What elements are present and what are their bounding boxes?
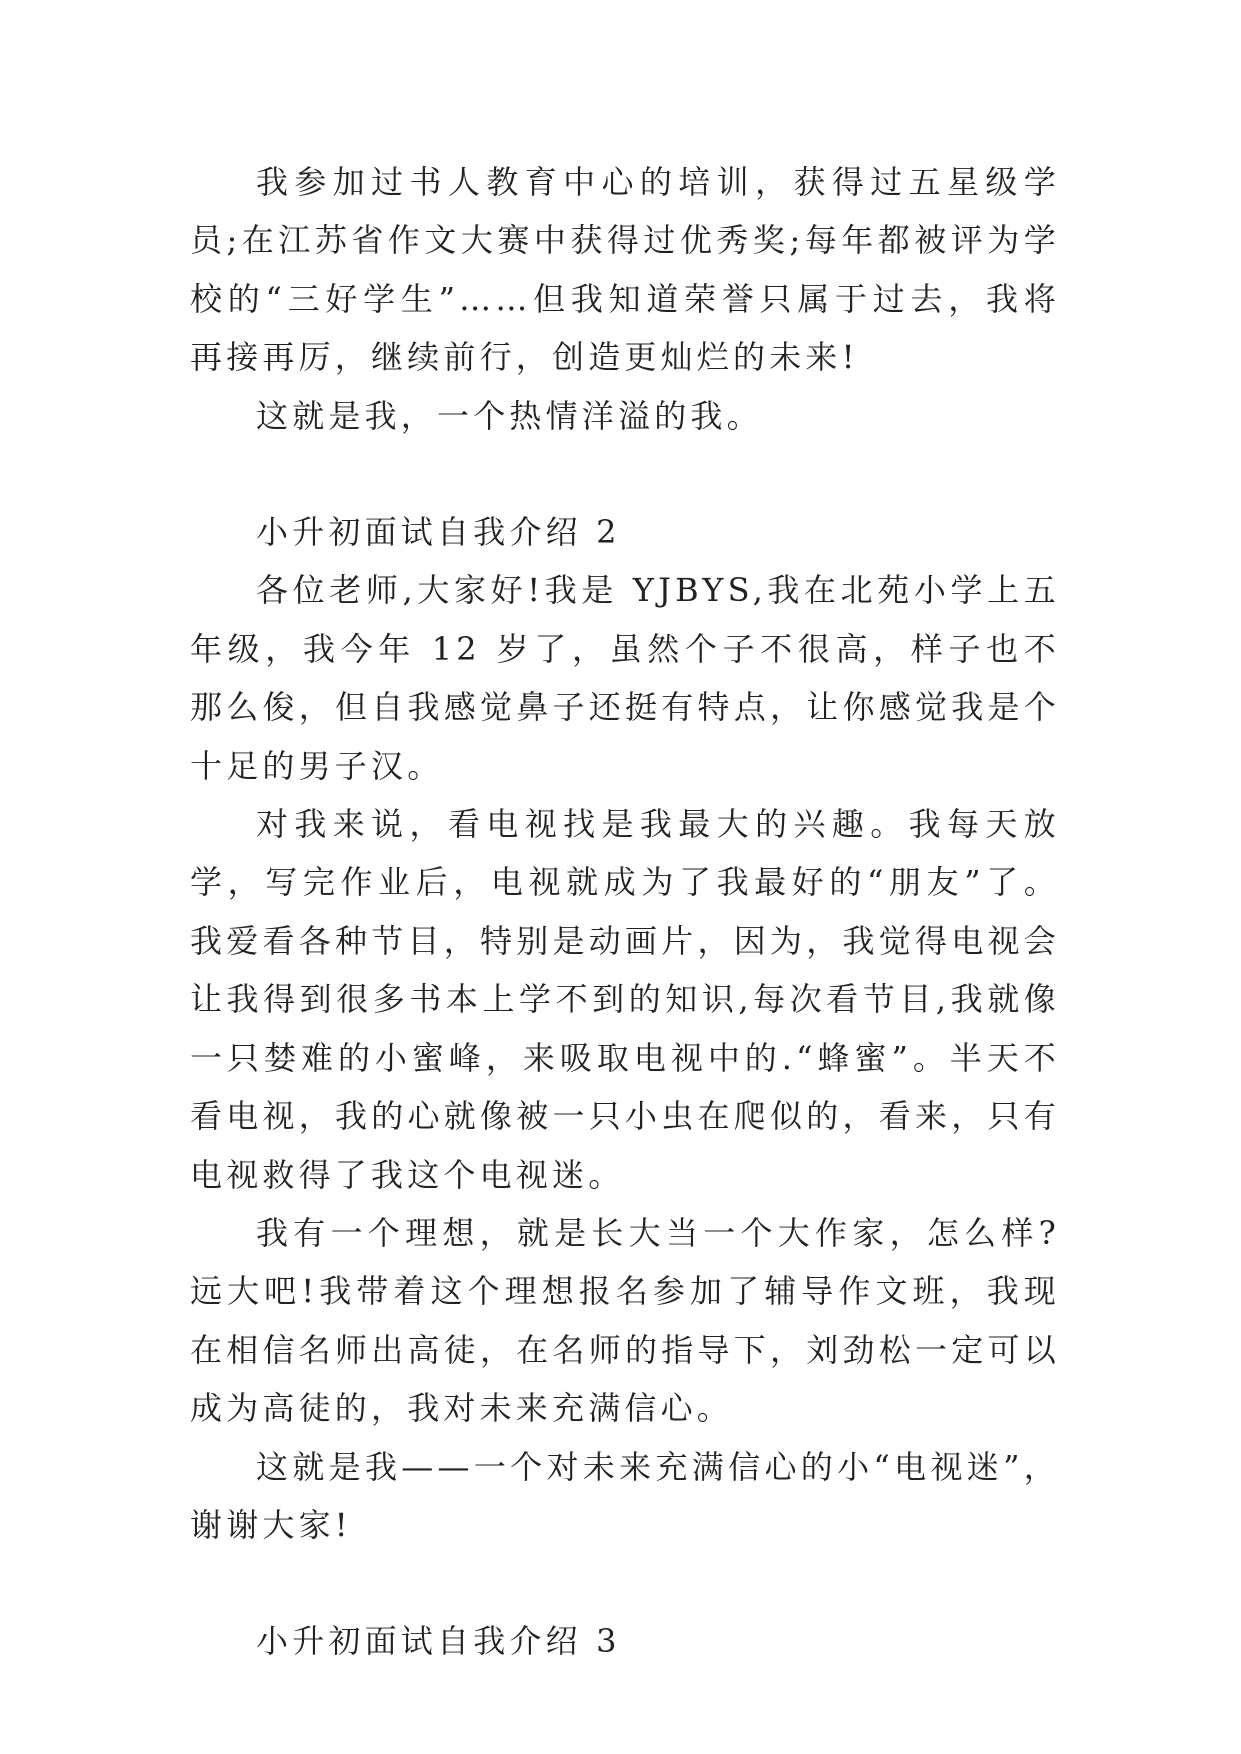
paragraph-closing-2: 这就是我——一个对未来充满信心的小“电视迷”，谢谢大家!	[190, 1447, 1060, 1544]
section-heading-2: 小升初面试自我介绍 2	[256, 513, 621, 552]
paragraph-dream: 我有一个理想，就是长大当一个大作家，怎么样?远大吧!我带着这个理想报名参加了辅导作文班，我现在相信名师出高徒，在名师的指导下，刘劲松一定可以成为高徒的，我对未来充满信心。	[190, 1213, 1060, 1428]
paragraph-hobby: 对我来说，看电视找是我最大的兴趣。我每天放学，写完作业后，电视就成为了我最好的“朋友”了。我爱看各种节目，特别是动画片，因为，我觉得电视会让我得到很多书本上学不到的知识,每次看节目,我就像一只婪难的小蜜峰，来吸取电视中的.“蜂蜜”。半天不看电视，我的心就像被一只小虫在爬似的，看来，只有电视救得了我这个电视迷。	[190, 805, 1060, 1194]
paragraph-honors: 我参加过书人教育中心的培训，获得过五星级学员;在江苏省作文大赛中获得过优秀奖;每年都被评为学校的“三好学生”……但我知道荣誉只属于过去，我将再接再厉，继续前行，创造更灿烂的未来!	[190, 163, 1060, 377]
section-heading-3: 小升初面试自我介绍 3	[256, 1622, 621, 1661]
document-page	[190, 153, 1060, 1671]
paragraph-greeting: 各位老师,大家好!我是 YJBYS,我在北苑小学上五年级，我今年 12 岁了，虽然个子不很高，样子也不那么俊，但自我感觉鼻子还挺有特点，让你感觉我是个十足的男子汉。	[190, 571, 1060, 785]
paragraph-closing-1: 这就是我，一个热情洋溢的我。	[256, 396, 763, 435]
